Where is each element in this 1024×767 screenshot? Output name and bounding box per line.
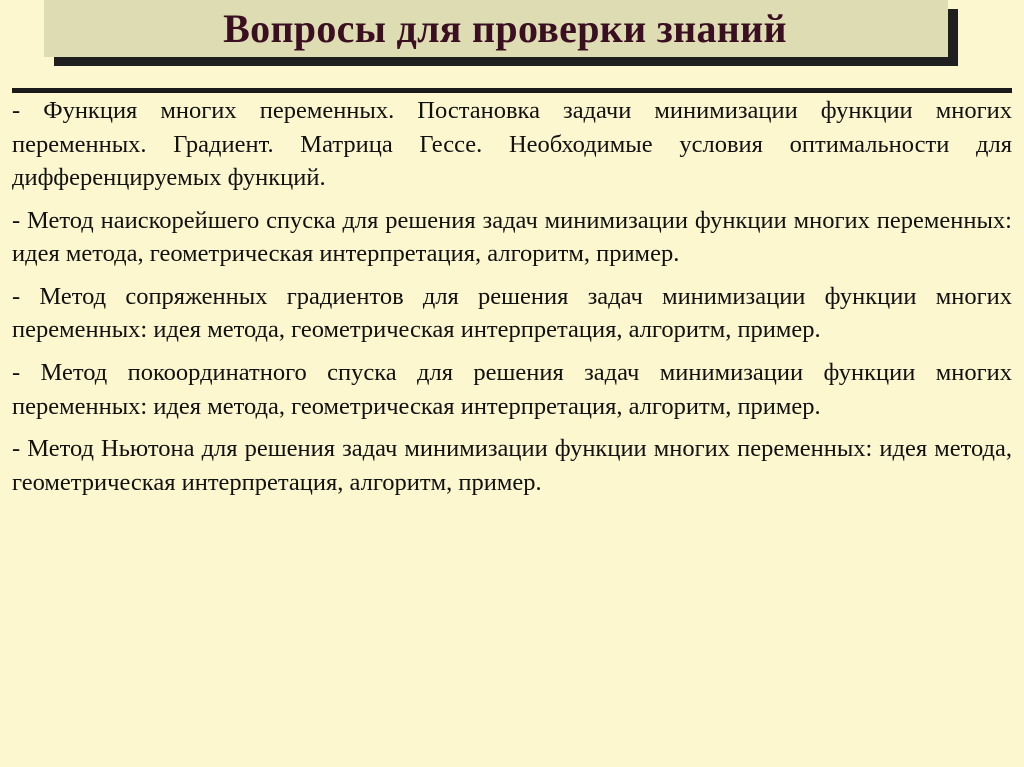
question-item: - Метод Ньютона для решения задач минимизации функции многих переменных: идея метода, геометрическая интерпретация, алгоритм, пример.	[12, 435, 1012, 496]
slide-title: Вопросы для проверки знаний	[223, 6, 787, 51]
questions-list	[12, 94, 1012, 508]
question-item: - Функция многих переменных. Постановка задачи минимизации функции многих переменных. Градиент. Матрица Гессе. Необходимые условия оптимальности для дифференцируемых функций.	[12, 97, 1012, 192]
title-divider	[12, 88, 1012, 93]
title-banner	[44, 0, 948, 57]
question-item: - Метод сопряженных градиентов для решения задач минимизации функции многих переменных: идея метода, геометрическая интерпретация, алгоритм, пример.	[12, 282, 1012, 344]
question-item: - Метод покоординатного спуска для решения задач минимизации функции многих переменных: идея метода, геометрическая интерпретация, алгоритм, пример.	[12, 358, 1012, 420]
question-item: - Метод наискорейшего спуска для решения задач минимизации функции многих переменных: идея метода, геометрическая интерпретация, алгоритм, пример.	[12, 206, 1012, 268]
